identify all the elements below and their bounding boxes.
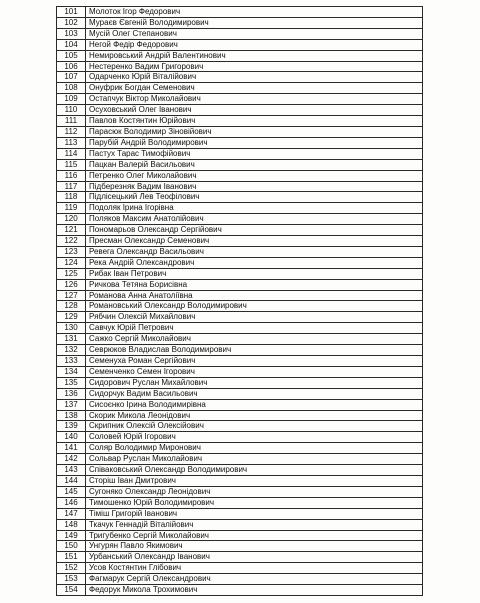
- table-row: [57, 61, 423, 72]
- table-row: [57, 552, 423, 563]
- person-name: Романовський Олександр Володимирович: [86, 301, 423, 312]
- person-name: Пастух Тарас Тимофійович: [86, 148, 423, 159]
- row-number: 131: [57, 334, 86, 345]
- row-number: 143: [57, 465, 86, 476]
- table-row: [57, 486, 423, 497]
- person-name: Рибак Іван Петрович: [86, 268, 423, 279]
- table-row: [57, 7, 423, 18]
- table-row: [57, 148, 423, 159]
- person-name: Сугоняко Олександр Леонідович: [86, 486, 423, 497]
- person-name: Осуховський Олег Іванович: [86, 105, 423, 116]
- names-table-body: [57, 7, 423, 596]
- person-name: Подоляк Ірина Ігорівна: [86, 203, 423, 214]
- row-number: 116: [57, 170, 86, 181]
- person-name: Скрипник Олексій Олексійович: [86, 421, 423, 432]
- person-name: Сидорчук Вадим Васильович: [86, 388, 423, 399]
- person-name: Поляков Максим Анатолійович: [86, 214, 423, 225]
- row-number: 108: [57, 83, 86, 94]
- person-name: Мураєв Євгеній Володимирович: [86, 17, 423, 28]
- table-row: [57, 83, 423, 94]
- row-number: 121: [57, 225, 86, 236]
- table-row: [57, 257, 423, 268]
- table-row: [57, 105, 423, 116]
- person-name: Співаковський Олександр Володимирович: [86, 465, 423, 476]
- row-number: 145: [57, 486, 86, 497]
- row-number: 123: [57, 246, 86, 257]
- table-row: [57, 563, 423, 574]
- table-row: [57, 279, 423, 290]
- row-number: 133: [57, 356, 86, 367]
- table-row: [57, 94, 423, 105]
- row-number: 117: [57, 181, 86, 192]
- person-name: Онуфрик Богдан Семенович: [86, 83, 423, 94]
- table-row: [57, 137, 423, 148]
- row-number: 126: [57, 279, 86, 290]
- row-number: 128: [57, 301, 86, 312]
- table-row: [57, 585, 423, 596]
- table-row: [57, 475, 423, 486]
- person-name: Сольвар Руслан Миколайович: [86, 454, 423, 465]
- person-name: Мусій Олег Степанович: [86, 28, 423, 39]
- table-row: [57, 519, 423, 530]
- table-row: [57, 268, 423, 279]
- person-name: Севрюков Владислав Володимирович: [86, 345, 423, 356]
- table-row: [57, 443, 423, 454]
- person-name: Федорук Микола Трохимович: [86, 585, 423, 596]
- row-number: 132: [57, 345, 86, 356]
- person-name: Соловей Юрій Ігорович: [86, 432, 423, 443]
- person-name: Ткачук Геннадій Віталійович: [86, 519, 423, 530]
- person-name: Пацкан Валерій Васильович: [86, 159, 423, 170]
- row-number: 114: [57, 148, 86, 159]
- person-name: Сажко Сергій Миколайович: [86, 334, 423, 345]
- person-name: Пресман Олександр Семенович: [86, 236, 423, 247]
- table-row: [57, 246, 423, 257]
- table-row: [57, 345, 423, 356]
- row-number: 146: [57, 497, 86, 508]
- person-name: Тимошенко Юрій Володимирович: [86, 497, 423, 508]
- table-row: [57, 421, 423, 432]
- table-row: [57, 116, 423, 127]
- row-number: 152: [57, 563, 86, 574]
- person-name: Ричкова Тетяна Борисівна: [86, 279, 423, 290]
- row-number: 129: [57, 312, 86, 323]
- row-number: 111: [57, 116, 86, 127]
- person-name: Река Андрій Олександрович: [86, 257, 423, 268]
- row-number: 134: [57, 366, 86, 377]
- table-row: [57, 497, 423, 508]
- row-number: 106: [57, 61, 86, 72]
- person-name: Урбанський Олександр Іванович: [86, 552, 423, 563]
- row-number: 138: [57, 410, 86, 421]
- row-number: 118: [57, 192, 86, 203]
- row-number: 122: [57, 236, 86, 247]
- table-row: [57, 203, 423, 214]
- row-number: 151: [57, 552, 86, 563]
- row-number: 110: [57, 105, 86, 116]
- person-name: Пономарьов Олександр Сергійович: [86, 225, 423, 236]
- row-number: 112: [57, 126, 86, 137]
- row-number: 124: [57, 257, 86, 268]
- person-name: Семенуха Роман Сергійович: [86, 356, 423, 367]
- person-name: Унгурян Павло Якимович: [86, 541, 423, 552]
- row-number: 115: [57, 159, 86, 170]
- table-row: [57, 17, 423, 28]
- table-row: [57, 159, 423, 170]
- person-name: Сисоєнко Ірина Володимирівна: [86, 399, 423, 410]
- person-name: Одарченко Юрій Віталійович: [86, 72, 423, 83]
- table-row: [57, 301, 423, 312]
- person-name: Тригубенко Сергій Миколайович: [86, 530, 423, 541]
- person-name: Нестеренко Вадим Григорович: [86, 61, 423, 72]
- person-name: Павлов Костянтин Юрійович: [86, 116, 423, 127]
- row-number: 113: [57, 137, 86, 148]
- row-number: 154: [57, 585, 86, 596]
- person-name: Парубій Андрій Володимирович: [86, 137, 423, 148]
- row-number: 119: [57, 203, 86, 214]
- names-table: [56, 6, 423, 596]
- row-number: 144: [57, 475, 86, 486]
- row-number: 140: [57, 432, 86, 443]
- person-name: Петренко Олег Миколайович: [86, 170, 423, 181]
- person-name: Соляр Володимир Миронович: [86, 443, 423, 454]
- table-row: [57, 192, 423, 203]
- person-name: Усов Костянтин Глібович: [86, 563, 423, 574]
- table-row: [57, 388, 423, 399]
- row-number: 137: [57, 399, 86, 410]
- table-row: [57, 454, 423, 465]
- person-name: Сидорович Руслан Михайлович: [86, 377, 423, 388]
- row-number: 103: [57, 28, 86, 39]
- person-name: Сторіш Іван Дмитрович: [86, 475, 423, 486]
- table-row: [57, 366, 423, 377]
- person-name: Немировський Андрій Валентинович: [86, 50, 423, 61]
- table-row: [57, 574, 423, 585]
- table-row: [57, 323, 423, 334]
- row-number: 139: [57, 421, 86, 432]
- table-row: [57, 432, 423, 443]
- table-row: [57, 225, 423, 236]
- person-name: Ревега Олександр Васильович: [86, 246, 423, 257]
- table-row: [57, 39, 423, 50]
- table-row: [57, 214, 423, 225]
- person-name: Савчук Юрій Петрович: [86, 323, 423, 334]
- row-number: 120: [57, 214, 86, 225]
- row-number: 150: [57, 541, 86, 552]
- table-row: [57, 28, 423, 39]
- table-row: [57, 334, 423, 345]
- table-row: [57, 530, 423, 541]
- table-row: [57, 377, 423, 388]
- table-row: [57, 312, 423, 323]
- table-row: [57, 170, 423, 181]
- person-name: Підлісецький Лев Теофілович: [86, 192, 423, 203]
- person-name: Остапчук Віктор Миколайович: [86, 94, 423, 105]
- row-number: 104: [57, 39, 86, 50]
- row-number: 141: [57, 443, 86, 454]
- row-number: 136: [57, 388, 86, 399]
- table-row: [57, 290, 423, 301]
- row-number: 109: [57, 94, 86, 105]
- table-row: [57, 50, 423, 61]
- row-number: 130: [57, 323, 86, 334]
- table-row: [57, 356, 423, 367]
- table-row: [57, 126, 423, 137]
- person-name: Фагмарук Сергій Олександрович: [86, 574, 423, 585]
- row-number: 102: [57, 17, 86, 28]
- row-number: 153: [57, 574, 86, 585]
- row-number: 135: [57, 377, 86, 388]
- person-name: Скорик Микола Леонідович: [86, 410, 423, 421]
- row-number: 149: [57, 530, 86, 541]
- table-row: [57, 508, 423, 519]
- row-number: 148: [57, 519, 86, 530]
- table-row: [57, 465, 423, 476]
- row-number: 142: [57, 454, 86, 465]
- row-number: 101: [57, 7, 86, 18]
- table-row: [57, 541, 423, 552]
- row-number: 105: [57, 50, 86, 61]
- row-number: 125: [57, 268, 86, 279]
- person-name: Парасюк Володимир Зіновійович: [86, 126, 423, 137]
- person-name: Підберезняк Вадим Іванович: [86, 181, 423, 192]
- table-row: [57, 399, 423, 410]
- table-row: [57, 410, 423, 421]
- person-name: Молоток Ігор Федорович: [86, 7, 423, 18]
- row-number: 147: [57, 508, 86, 519]
- person-name: Романова Анна Анатоліївна: [86, 290, 423, 301]
- row-number: 127: [57, 290, 86, 301]
- person-name: Тіміш Григорій Іванович: [86, 508, 423, 519]
- table-row: [57, 72, 423, 83]
- table-row: [57, 236, 423, 247]
- person-name: Рябчин Олексій Михайлович: [86, 312, 423, 323]
- person-name: Негой Федір Федорович: [86, 39, 423, 50]
- table-row: [57, 181, 423, 192]
- person-name: Семенченко Семен Ігорович: [86, 366, 423, 377]
- row-number: 107: [57, 72, 86, 83]
